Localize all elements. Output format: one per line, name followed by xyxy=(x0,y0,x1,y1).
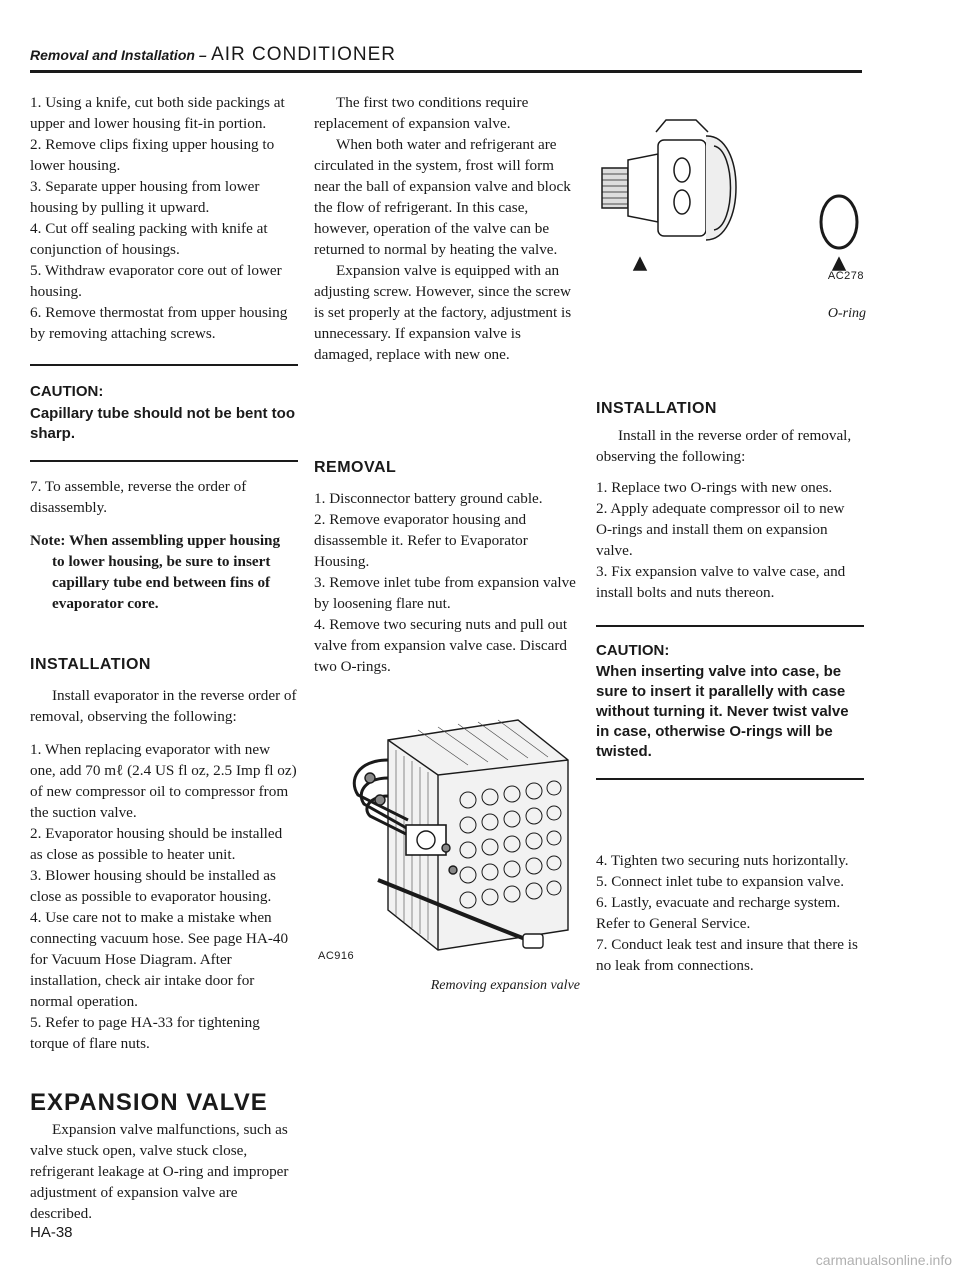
column-right xyxy=(596,398,864,976)
section-heading: INSTALLATION xyxy=(596,400,717,417)
list-item: 1. Replace two O-rings with new ones. xyxy=(596,479,833,496)
list-item: 7. To assemble, reverse the order of disassembly. xyxy=(30,478,247,516)
caution-heading: CAUTION: xyxy=(596,642,670,659)
list-item: 3. Blower housing should be installed as close as possible to evaporator housing. xyxy=(30,867,276,905)
installation-steps xyxy=(30,739,298,1054)
paragraph: When both water and refrigerant are circulated in the system, frost will form near the ball of expansion valve and block the flow of refrigerant. In this case, however, operation of the valve can be returned to normal by heating the valve. xyxy=(314,136,571,258)
section-heading: INSTALLATION xyxy=(30,656,151,673)
paragraph: Install evaporator in the reverse order of removal, observing the following: xyxy=(30,687,297,725)
note xyxy=(30,530,298,614)
list-item: 3. Remove inlet tube from expansion valve by loosening flare nut. xyxy=(314,574,576,612)
column-left xyxy=(30,92,298,1224)
evaporator-illustration xyxy=(318,700,584,970)
paragraph: The first two conditions require replacement of expansion valve. xyxy=(314,94,529,132)
divider xyxy=(30,364,298,366)
evaporator-figure xyxy=(318,700,584,1020)
list-item: 5. Refer to page HA-33 for tightening torque of flare nuts. xyxy=(30,1014,260,1052)
list-item: 5. Withdraw evaporator core out of lower housing. xyxy=(30,262,282,300)
divider xyxy=(596,625,864,627)
list-item: 4. Tighten two securing nuts horizontally. xyxy=(596,852,849,869)
page-title: AIR CONDITIONER xyxy=(211,44,397,65)
list-item: 3. Separate upper housing from lower housing by pulling it upward. xyxy=(30,178,260,216)
caution-text: When inserting valve into case, be sure to insert it parallelly with case without turning it. Never twist valve in case, otherwise O-rings will be twisted. xyxy=(596,663,849,760)
divider xyxy=(30,460,298,462)
figure-caption: O-ring xyxy=(827,306,866,321)
page-header xyxy=(30,44,396,66)
list-item: 2. Evaporator housing should be installed as close as possible to heater unit. xyxy=(30,825,283,863)
list-item: 4. Use care not to make a mistake when connecting vacuum hose. See page HA-40 for Vacuum Hose Diagram. After installation, check air intake door for normal operation. xyxy=(30,909,289,1010)
page-number: HA-38 xyxy=(30,1224,73,1241)
list-item: 2. Remove clips fixing upper housing to lower housing. xyxy=(30,136,275,174)
list-item: 7. Conduct leak test and insure that there is no leak from connections. xyxy=(596,936,858,974)
disassembly-steps xyxy=(30,92,298,344)
caution-text: Capillary tube should not be bent too sharp. xyxy=(30,405,295,442)
note-body: to lower housing, be sure to insert capillary tube end between fins of evaporator core. xyxy=(52,553,271,612)
installation-steps-continued xyxy=(596,850,864,976)
installation-steps xyxy=(596,477,864,603)
divider xyxy=(596,778,864,780)
paragraph: Expansion valve malfunctions, such as valve stuck open, valve stuck close, refrigerant leakage at O-ring and improper adjustment of expansion valve are described. xyxy=(30,1121,289,1222)
section-heading: REMOVAL xyxy=(314,459,397,476)
section-label: Removal and Installation – xyxy=(30,47,207,63)
figure-code: AC916 xyxy=(318,950,355,962)
section-heading: EXPANSION VALVE xyxy=(30,1089,268,1116)
figure-code: AC278 xyxy=(827,270,864,282)
valve-figure xyxy=(596,110,868,330)
paragraph: Install in the reverse order of removal, observing the following: xyxy=(596,427,852,465)
watermark: carmanualsonline.info xyxy=(815,1252,952,1268)
figure-caption: Removing expansion valve xyxy=(430,978,580,993)
list-item: 1. When replacing evaporator with new one, add 70 mℓ (2.4 US fl oz, 2.5 Imp fl oz) of new compressor oil to compressor from the suction valve. xyxy=(30,741,297,821)
list-item: 6. Lastly, evacuate and recharge system. Refer to General Service. xyxy=(596,894,841,932)
list-item: 6. Remove thermostat from upper housing by removing attaching screws. xyxy=(30,304,288,342)
column-middle xyxy=(314,92,582,677)
list-item: 4. Remove two securing nuts and pull out valve from expansion valve case. Discard two O-rings. xyxy=(314,616,568,675)
paragraph: Expansion valve is equipped with an adjusting screw. However, since the screw is set properly at the factory, adjustment is unnecessary. If expansion valve is damaged, replace with new one. xyxy=(314,262,572,363)
list-item: 2. Apply adequate compressor oil to new O-rings and install them on expansion valve. xyxy=(596,500,845,559)
list-item: 1. Using a knife, cut both side packings at upper and lower housing fit-in portion. xyxy=(30,94,285,132)
list-item: 4. Cut off sealing packing with knife at conjunction of housings. xyxy=(30,220,268,258)
list-item: 3. Fix expansion valve to valve case, and install bolts and nuts thereon. xyxy=(596,563,846,601)
expansion-valve-illustration xyxy=(596,110,868,280)
caution-heading: CAUTION: xyxy=(30,383,104,400)
list-item: 2. Remove evaporator housing and disassemble it. Refer to Evaporator Housing. xyxy=(314,511,528,570)
list-item: 1. Disconnector battery ground cable. xyxy=(314,490,543,507)
removal-steps xyxy=(314,488,582,677)
header-rule xyxy=(30,70,862,73)
list-item: 5. Connect inlet tube to expansion valve. xyxy=(596,873,845,890)
note-lead: Note: When assembling upper housing xyxy=(30,532,281,549)
